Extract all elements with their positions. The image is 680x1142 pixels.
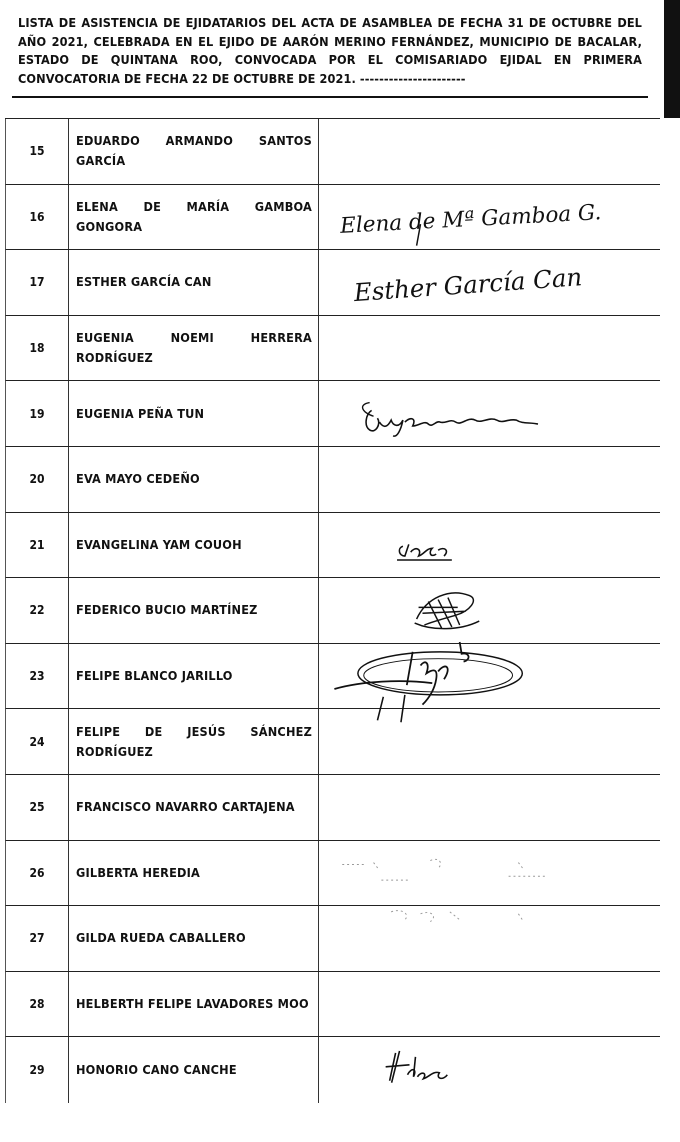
table-row <box>5 513 660 579</box>
signature-cell <box>318 775 662 840</box>
table-row <box>5 906 660 972</box>
row-number: 15 <box>6 119 69 184</box>
header-text: LISTA DE ASISTENCIA DE EJIDATARIOS DEL ACTA DE ASAMBLEA DE FECHA 31 DE OCTUBRE DEL AÑO 2021, CELEBRADA EN EL EJIDO DE AARÓN MERINO FERNÁNDEZ, MUNICIPIO DE BACALAR, ESTADO DE QUINTANA ROO, CONVOCADA POR EL COMISARIADO EJIDAL EN PRIMERA CONVOCATORIA DE FECHA 22 DE OCTUBRE DE 2021. ---------------------- <box>18 15 642 86</box>
table-row <box>5 250 660 316</box>
signature-cell <box>318 119 662 184</box>
row-number: 18 <box>6 316 69 381</box>
table-row <box>5 644 660 710</box>
handwritten-signature <box>319 185 662 250</box>
signature-cell <box>318 972 662 1037</box>
row-number: 23 <box>6 644 69 709</box>
row-name: ESTHER GARCÍA CAN <box>76 274 212 290</box>
row-name: GILBERTA HEREDIA <box>76 864 201 880</box>
handwritten-signature <box>319 381 662 446</box>
signature-cell <box>318 185 662 250</box>
table-row <box>5 578 660 644</box>
table-row <box>5 381 660 447</box>
signature-cell <box>318 1037 662 1103</box>
handwritten-signature <box>319 578 662 643</box>
row-number: 17 <box>6 250 69 315</box>
table-row <box>5 1037 660 1103</box>
row-name: EDUARDO ARMANDO SANTOS GARCÍA <box>76 133 312 169</box>
handwritten-signature <box>319 513 662 578</box>
signature-cell <box>318 578 662 643</box>
row-number: 16 <box>6 185 69 250</box>
row-number: 21 <box>6 513 69 578</box>
table-row <box>5 775 660 841</box>
row-name: EUGENIA NOEMI HERRERA RODRÍGUEZ <box>76 330 312 366</box>
row-number: 29 <box>6 1037 69 1103</box>
svg-text:Elena de Mª Gamboa G.: Elena de Mª Gamboa G. <box>339 199 602 239</box>
table-row <box>5 972 660 1038</box>
signature-cell <box>318 841 662 906</box>
scan-edge-mark <box>664 0 680 118</box>
document-header <box>12 8 648 98</box>
faded-marks <box>319 906 662 971</box>
handwritten-signature <box>319 250 662 315</box>
svg-text:Esther García Can: Esther García Can <box>352 262 584 308</box>
row-number: 22 <box>6 578 69 643</box>
row-number: 28 <box>6 972 69 1037</box>
row-name: FELIPE BLANCO JARILLO <box>76 668 233 684</box>
row-name: FRANCISCO NAVARRO CARTAJENA <box>76 799 295 815</box>
table-row <box>5 709 660 775</box>
row-name: GILDA RUEDA CABALLERO <box>76 930 246 946</box>
signature-cell <box>318 381 662 446</box>
handwritten-signature <box>319 1037 662 1103</box>
table-row <box>5 447 660 513</box>
row-number: 25 <box>6 775 69 840</box>
row-name: EUGENIA PEÑA TUN <box>76 405 205 421</box>
signature-cell <box>318 250 662 315</box>
row-number: 20 <box>6 447 69 512</box>
signature-cell <box>318 709 662 774</box>
row-name: EVANGELINA YAM COUOH <box>76 536 242 552</box>
attendance-table <box>5 118 660 1103</box>
row-name: FELIPE DE JESÚS SÁNCHEZ RODRÍGUEZ <box>76 723 312 759</box>
signature-cell <box>318 906 662 971</box>
table-row <box>5 119 660 185</box>
signature-cell <box>318 447 662 512</box>
row-name: EVA MAYO CEDEÑO <box>76 471 200 487</box>
row-name: HONORIO CANO CANCHE <box>76 1062 237 1078</box>
handwritten-signature <box>319 644 662 709</box>
row-name: HELBERTH FELIPE LAVADORES MOO <box>76 996 309 1012</box>
row-name: FEDERICO BUCIO MARTÍNEZ <box>76 602 258 618</box>
signature-cell <box>318 644 662 709</box>
row-number: 26 <box>6 841 69 906</box>
signature-cell <box>318 513 662 578</box>
row-number: 27 <box>6 906 69 971</box>
signature-cell <box>318 316 662 381</box>
table-row <box>5 185 660 251</box>
table-row <box>5 841 660 907</box>
row-number: 19 <box>6 381 69 446</box>
faded-marks <box>319 841 662 906</box>
row-number: 24 <box>6 709 69 774</box>
row-name: ELENA DE MARÍA GAMBOA GONGORA <box>76 198 312 234</box>
table-row <box>5 316 660 382</box>
